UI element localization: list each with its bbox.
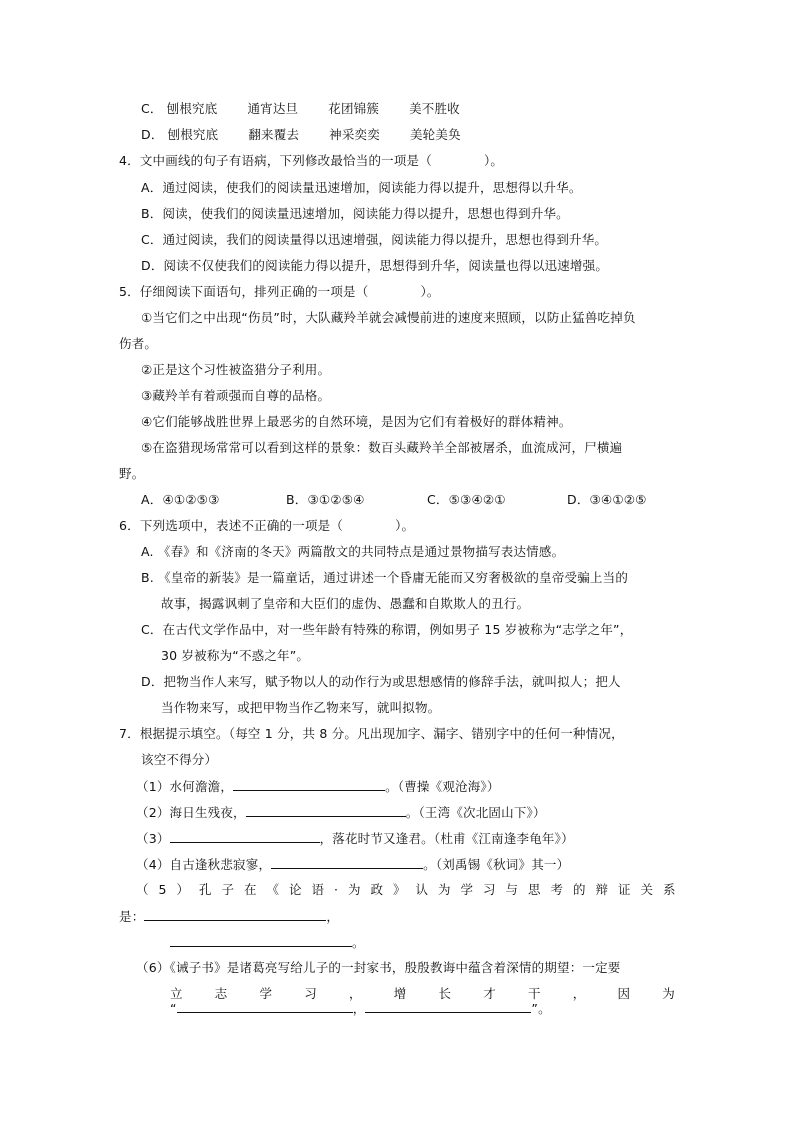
q5-sentence-3: ③藏羚羊有着顽强而自尊的品格。	[141, 388, 331, 403]
char: 认	[415, 882, 429, 897]
word: 神采奕奕	[329, 127, 380, 142]
q5-option-d: D．③④①②⑤	[567, 492, 647, 507]
char: ）	[176, 882, 190, 897]
char: ·	[333, 882, 339, 897]
char: 政	[370, 882, 384, 897]
q6-stem	[119, 518, 414, 534]
char: 思	[527, 882, 541, 897]
q7-item-5-line-3	[170, 934, 365, 951]
q7-stem: 7．根据提示填空。（每空 1 分，共 8 分。凡出现加字、漏字、错别字中的任何一种情况，	[119, 726, 624, 741]
char: 5	[158, 882, 167, 897]
q7-item-2	[136, 804, 546, 821]
word: 花团锦簇	[328, 101, 380, 116]
quote-open: “	[170, 1001, 177, 1016]
option-label: C．	[141, 101, 163, 116]
q7-item-5	[136, 882, 676, 898]
q6-option-b: B. 《皇帝的新装》是一篇童话，通过讲述一个昏庸无能而又穷奢极欲的皇帝受骗上当的	[141, 570, 629, 585]
char: 系	[662, 882, 676, 897]
fill-blank[interactable]	[246, 804, 406, 817]
q7-item-4	[136, 856, 569, 873]
question-text-end: ）。	[395, 518, 415, 533]
item-text: （4）自古逢秋悲寂寥，	[136, 857, 272, 872]
q7-item-1	[136, 778, 500, 795]
char: 增	[393, 986, 407, 1001]
fill-blank[interactable]	[170, 934, 352, 947]
char: 孔	[198, 882, 212, 897]
char: 立	[170, 986, 183, 1001]
char: 才	[483, 986, 496, 1001]
q6-option-c-cont: 30 岁被称为“不惑之年”。	[161, 648, 310, 663]
char: 为	[347, 882, 361, 897]
q5-sentence-1: ①当它们之中出现“伤员”时，大队藏羚羊就会减慢前进的速度来照顾，以防止猛兽吃掉负	[141, 310, 636, 325]
word: 美不胜收	[409, 101, 460, 116]
q6-option-a: A. 《春》和《济南的冬天》两篇散文的共同特点是通过景物描写表达情感。	[141, 544, 565, 559]
q7-item-5-line-2	[119, 908, 339, 925]
q7-item-6-line-3	[170, 1000, 551, 1017]
fill-blank[interactable]	[177, 1000, 353, 1013]
item-text-end: 。（曹操《观沧海》）	[385, 779, 500, 794]
q5-sentence-5: ⑤在盗猎现场常常可以看到这样的景象：数百头藏羚羊全部被屠杀，血流成河，尸横遍	[141, 440, 623, 455]
char: 学	[259, 986, 273, 1001]
q5-sentence-1-cont: 伤者。	[119, 336, 158, 351]
char: 论	[288, 882, 302, 897]
q4-option-a: A．通过阅读，使我们的阅读量迅速增加，阅读能力得以提升，思想得以升华。	[141, 180, 582, 195]
item-text: 是：	[119, 909, 145, 924]
q7-stem-cont: 该空不得分）	[141, 752, 218, 767]
question-text-end: ）。	[420, 284, 440, 299]
q6-option-d: D．把物当作人来写，赋予物以人的动作行为或思想感情的修辞手法，就叫拟人；把人	[141, 674, 621, 689]
char: 证	[617, 882, 631, 897]
q5-stem	[119, 284, 440, 300]
q4-option-d: D．阅读不仅使我们的阅读能力得以提升，思想得到升华，阅读量也得以迅速增强。	[141, 258, 609, 273]
item-text-end: 。	[352, 935, 365, 950]
q5-option-a: A．④①②⑤③	[141, 492, 220, 507]
item-text-end: 。（王湾《次北固山下》）	[405, 805, 546, 820]
char: 《	[266, 882, 280, 897]
fill-blank[interactable]	[365, 1000, 531, 1013]
char: 干	[528, 986, 541, 1001]
option-label: D．	[141, 127, 164, 142]
q3-option-d	[141, 127, 491, 143]
q5-option-c: C．⑤③④②①	[427, 492, 506, 507]
char: 习	[304, 986, 317, 1001]
char: 的	[572, 882, 586, 897]
item-text-end: 。（刘禹锡《秋词》其一）	[423, 857, 570, 872]
item-text-end: ，	[326, 909, 340, 924]
char: 长	[438, 986, 452, 1001]
word: 美轮美奂	[409, 127, 461, 142]
char: 为	[662, 986, 675, 1001]
char: 在	[243, 882, 257, 897]
question-text: 5．仔细阅读下面语句，排列正确的一项是（	[119, 284, 369, 299]
char: ，	[572, 986, 586, 1001]
char: 辩	[595, 882, 609, 897]
word: 刨根究底	[166, 101, 218, 116]
char: 学	[460, 882, 474, 897]
q4-stem	[119, 153, 503, 169]
q3-option-c	[141, 101, 490, 117]
question-text-end: ）。	[483, 153, 504, 168]
item-text-end: ，落花时节又逢君。（杜甫《江南逢李龟年》）	[319, 831, 574, 846]
char: 为	[437, 882, 451, 897]
char: 与	[505, 882, 519, 897]
fill-blank[interactable]	[233, 778, 385, 791]
char: 》	[392, 882, 406, 897]
char: 志	[214, 986, 228, 1001]
item-text: （1）水何澹澹，	[136, 779, 234, 794]
item-text: ，	[352, 1001, 366, 1016]
char: 考	[550, 882, 564, 897]
word: 通宵达旦	[247, 101, 299, 116]
fill-blank[interactable]	[170, 830, 320, 843]
item-text: （2）海日生残夜，	[136, 805, 246, 820]
q4-option-c: C．通过阅读，我们的阅读量得以迅速增强，阅读能力得以提升，思想也得到升华。	[141, 232, 608, 247]
q5-sentence-4: ④它们能够战胜世界上最恶劣的自然环境，是因为它们有着极好的群体精神。	[141, 414, 572, 429]
char: 子	[221, 882, 235, 897]
word: 翻来覆去	[248, 127, 300, 142]
q6-option-c: C．在古代文学作品中，对一些年龄有特殊的称谓，例如男子 15 岁被称为“志学之年”，	[141, 622, 633, 637]
q4-option-b: B．阅读，使我们的阅读量迅速增加，阅读能力得以提升，思想也得到升华。	[141, 206, 569, 221]
item-text: （3）	[136, 831, 170, 846]
q7-item-6: （6）《诫子书》是诸葛亮写给儿子的一封家书，殷殷教诲中蕴含着深情的期望：一定要	[136, 960, 621, 975]
word: 刨根究底	[167, 127, 219, 142]
char: （	[136, 882, 149, 897]
char: 语	[311, 882, 325, 897]
fill-blank[interactable]	[144, 908, 326, 921]
question-text: 4．文中画线的句子有语病，下列修改最恰当的一项是（	[119, 153, 432, 168]
char: ，	[349, 986, 362, 1001]
char: 习	[482, 882, 496, 897]
q5-option-b: B．③①②⑤④	[286, 492, 365, 507]
quote-close: ”。	[531, 1001, 551, 1016]
q5-sentence-2: ②正是这个习性被盗猎分子利用。	[141, 362, 331, 377]
q6-option-b-cont: 故事，揭露讽刺了皇帝和大臣们的虚伪、愚蠢和自欺欺人的丑行。	[161, 596, 530, 611]
q6-option-d-cont: 当作物来写，或把甲物当作乙物来写，就叫拟物。	[161, 700, 441, 715]
q5-sentence-5-cont: 野。	[119, 466, 145, 481]
char: 因	[617, 986, 631, 1001]
fill-blank[interactable]	[271, 856, 423, 869]
q7-item-3	[136, 830, 574, 847]
char: 关	[640, 882, 654, 897]
question-text: 6．下列选项中，表述不正确的一项是（	[119, 518, 344, 533]
